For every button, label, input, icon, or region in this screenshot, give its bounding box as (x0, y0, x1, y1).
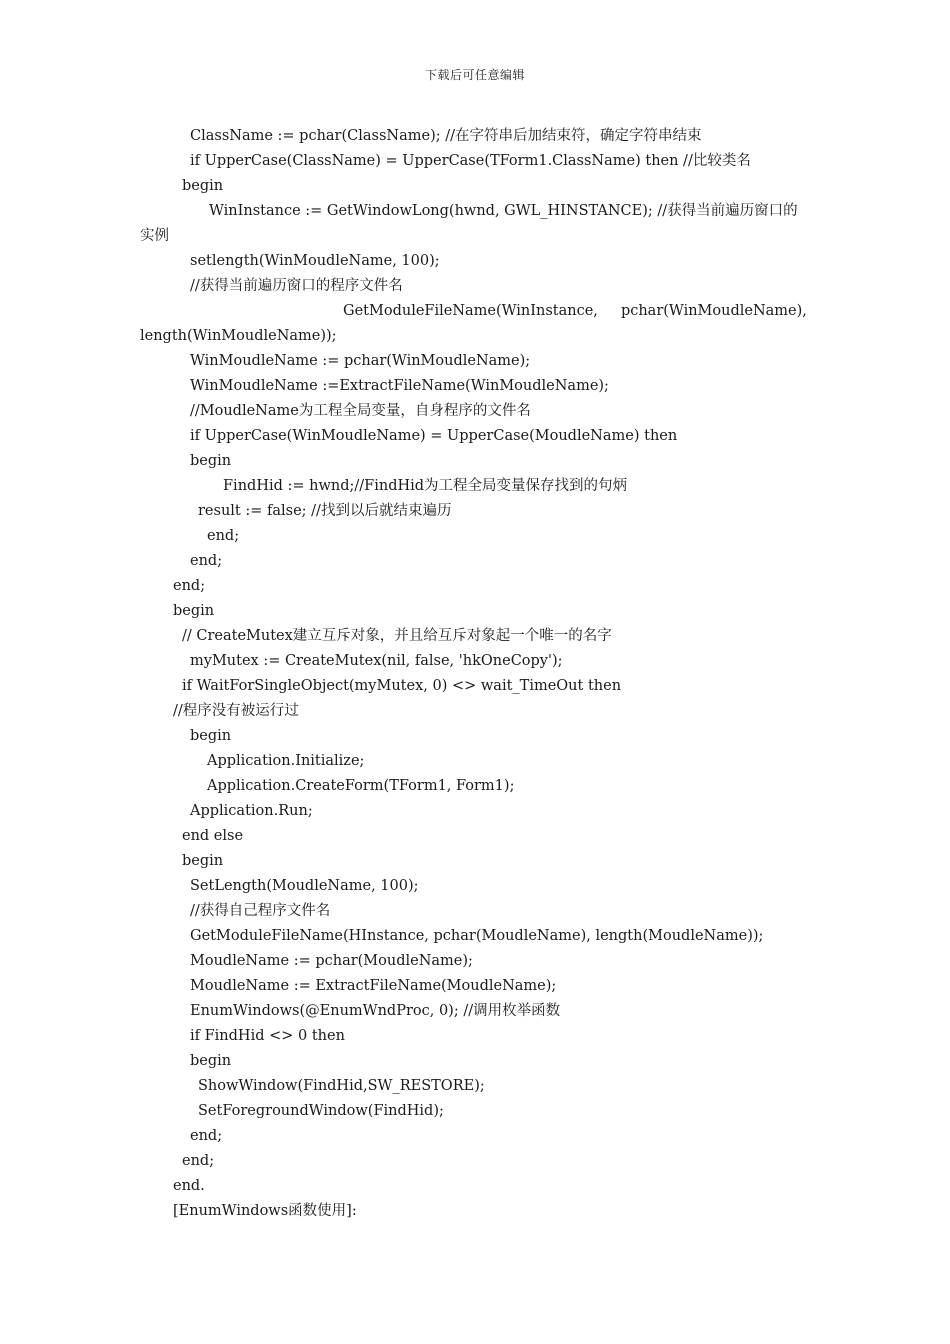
code-line: EnumWindows(@EnumWndProc, 0); //调用枚举函数 (190, 1003, 561, 1019)
code-line: result := false; //找到以后就结束遍历 (198, 503, 452, 519)
code-line: WinInstance := GetWindowLong(hwnd, GWL_HINSTANCE); //获得当前遍历窗口的 (209, 203, 798, 219)
code-line: MoudleName := ExtractFileName(MoudleName); (190, 978, 557, 994)
code-line: if WaitForSingleObject(myMutex, 0) <> wait_TimeOut then (182, 678, 622, 694)
code-line: begin (173, 603, 215, 619)
code-line: myMutex := CreateMutex(nil, false, 'hkOneCopy'); (190, 653, 563, 669)
code-line: begin (190, 728, 232, 744)
code-line: end; (190, 1128, 223, 1144)
code-line: SetForegroundWindow(FindHid); (198, 1103, 444, 1119)
code-line: length(WinMoudleName)); (140, 328, 337, 344)
code-line: ClassName := pchar(ClassName); //在字符串后加结束符，确定字符串结束 (190, 128, 702, 144)
page-header: 下载后可任意编辑 (424, 68, 525, 82)
code-line: Application.CreateForm(TForm1, Form1); (207, 778, 515, 794)
code-line: end else (182, 828, 244, 844)
code-line: MoudleName := pchar(MoudleName); (190, 953, 473, 969)
code-line: ShowWindow(FindHid,SW_RESTORE); (198, 1078, 485, 1094)
code-line: Application.Run; (190, 803, 313, 819)
code-line: end; (190, 553, 223, 569)
code-line: [EnumWindows函数使用]: (173, 1203, 357, 1219)
code-line: //程序没有被运行过 (173, 703, 299, 719)
code-line: WinMoudleName :=ExtractFileName(WinMoudleName); (190, 378, 609, 394)
code-line: //获得自己程序文件名 (190, 903, 331, 919)
code-line: if UpperCase(WinMoudleName) = UpperCase(MoudleName) then (190, 428, 678, 444)
code-line: begin (190, 1053, 232, 1069)
code-line: end; (207, 528, 240, 544)
code-line: WinMoudleName := pchar(WinMoudleName); (190, 353, 531, 369)
code-line: end. (173, 1178, 205, 1194)
code-line: GetModuleFileName(HInstance, pchar(MoudleName), length(MoudleName)); (190, 928, 764, 944)
code-line: // CreateMutex建立互斥对象，并且给互斥对象起一个唯一的名字 (182, 628, 612, 644)
code-line: //MoudleName为工程全局变量，自身程序的文件名 (190, 403, 531, 419)
code-line: begin (190, 453, 232, 469)
code-line: end; (173, 578, 206, 594)
code-line: 实例 (140, 228, 169, 244)
code-line: GetModuleFileName(WinInstance, pchar(WinMoudleName), (343, 303, 807, 319)
code-line: end; (182, 1153, 215, 1169)
code-line: begin (182, 178, 224, 194)
code-line: if FindHid <> 0 then (190, 1028, 345, 1044)
code-line: setlength(WinMoudleName, 100); (190, 253, 440, 269)
code-line: if UpperCase(ClassName) = UpperCase(TForm1.ClassName) then //比较类名 (190, 153, 751, 169)
code-line: SetLength(MoudleName, 100); (190, 878, 419, 894)
code-line: FindHid := hwnd;//FindHid为工程全局变量保存找到的句炳 (223, 478, 628, 494)
code-line: //获得当前遍历窗口的程序文件名 (190, 278, 403, 294)
code-line: begin (182, 853, 224, 869)
code-line: Application.Initialize; (207, 753, 365, 769)
